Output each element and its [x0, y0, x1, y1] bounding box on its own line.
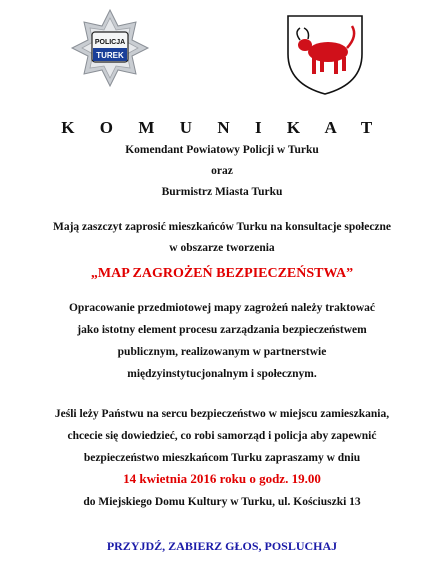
- paragraph1-line-1: Opracowanie przedmiotowej mapy zagrożeń należy traktować: [68, 302, 376, 314]
- paragraph1-line-4: międzyinstytucjonalnym i społecznym.: [127, 368, 317, 380]
- paragraph2-line-2: chcecie się dowiedzieć, co robi samorząd i policja aby zapewnić: [67, 430, 377, 442]
- intro-line-2: w obszarze tworzenia: [169, 242, 275, 254]
- event-venue: do Miejskiego Domu Kultury w Turku, ul. Kościuszki 13: [83, 496, 361, 508]
- header-line-2: oraz: [211, 165, 233, 177]
- paragraph1-line-2: jako istotny element procesu zarządzania bezpieczeństwem: [77, 324, 367, 336]
- police-logo: [70, 8, 150, 88]
- police-text-top: POLICJA: [94, 39, 126, 46]
- paragraph1-line-3: publicznym, realizowanym w partnerstwie: [117, 346, 327, 358]
- paragraph2-line-3: bezpieczeństwo mieszkańcom Turku zapraszamy w dniu: [83, 452, 361, 464]
- map-title: „MAP ZAGROŻEŃ BEZPIECZEŃSTWA”: [90, 266, 354, 281]
- paragraph2-line-1: Jeśli leży Państwu na sercu bezpieczeństwo w miejscu zamieszkania,: [54, 408, 390, 420]
- event-date: 14 kwietnia 2016 roku o godz. 19.00: [123, 471, 321, 486]
- header-line-1: Komendant Powiatowy Policji w Turku: [125, 144, 319, 156]
- coat-of-arms-logo: [280, 14, 370, 96]
- closing-call: PRZYJDŹ, ZABIERZ GŁOS, POSLUCHAJ: [106, 539, 338, 553]
- intro-line-1: Mają zaszczyt zaprosić mieszkańców Turku na konsultacje społeczne: [52, 221, 392, 233]
- header-line-3: Burmistrz Miasta Turku: [161, 186, 283, 198]
- police-text-bottom: TUREK: [96, 51, 124, 60]
- page-title: K O M U N I K A T: [61, 118, 383, 137]
